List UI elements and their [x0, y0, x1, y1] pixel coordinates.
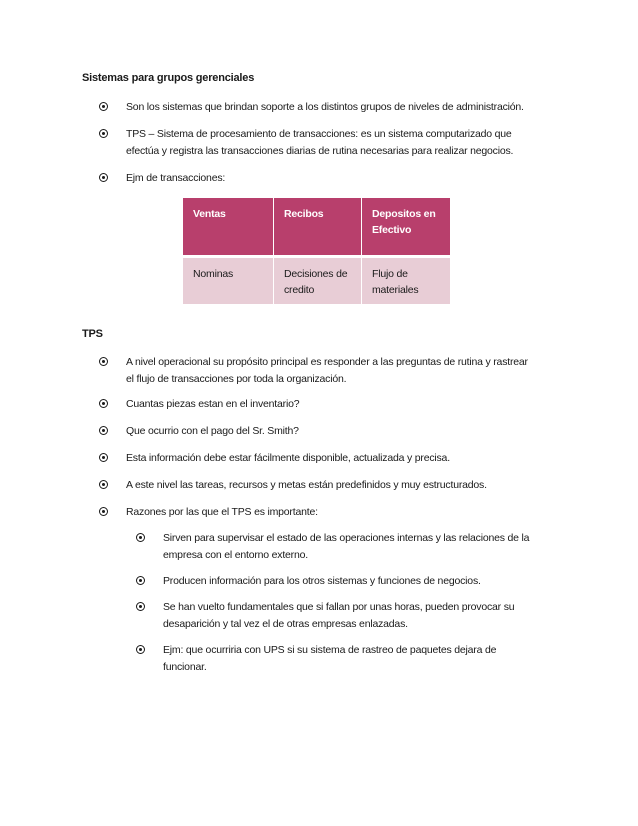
bullet-text: Producen información para los otros sistemas y funciones de negocios. [163, 575, 481, 587]
bullet-icon [99, 399, 108, 408]
table-cell [183, 257, 274, 305]
bullet-text-cont: funcionar. [163, 661, 207, 673]
cell-text: credito [284, 284, 315, 296]
bullet-text-cont: efectúa y registra las transacciones diarias de rutina necesarias para realizar negocios. [126, 145, 514, 157]
bullet-item [126, 126, 513, 160]
header-text: Depositos en [372, 208, 436, 220]
table-cell [362, 257, 451, 305]
bullet-icon [136, 533, 145, 542]
bullet-text: Sirven para supervisar el estado de las operaciones internas y las relaciones de la [163, 532, 530, 544]
section-heading-tps: TPS [82, 328, 103, 340]
cell-text: Flujo de [372, 268, 408, 280]
bullet-item [126, 450, 450, 467]
bullet-text: Ejm de transacciones: [126, 172, 226, 184]
header-cell [362, 198, 451, 257]
bullet-text: Se han vuelto fundamentales que si fallan por unas horas, pueden provocar su [163, 601, 515, 613]
bullet-text: Ejm: que ocurriria con UPS si su sistema de rastreo de paquetes dejara de [163, 644, 497, 656]
bullet-text-cont: desaparición y tal vez el de otras empresas enlazadas. [163, 618, 408, 630]
bullet-text-cont: empresa con el entorno externo. [163, 549, 308, 561]
bullet-icon [99, 357, 108, 366]
cell-text: Nominas [193, 268, 234, 280]
bullet-item [126, 396, 299, 413]
bullet-icon [99, 129, 108, 138]
header-cell [183, 198, 274, 257]
bullet-item [126, 477, 487, 494]
bullet-icon [99, 480, 108, 489]
bullet-icon [136, 576, 145, 585]
header-text: Recibos [284, 208, 324, 220]
bullet-item [126, 170, 225, 187]
sub-bullet-item [163, 573, 481, 590]
bullet-icon [136, 602, 145, 611]
bullet-text: Cuantas piezas estan en el inventario? [126, 398, 300, 410]
bullet-icon [99, 507, 108, 516]
sub-bullet-item [163, 530, 529, 564]
table-row [183, 257, 451, 305]
bullet-text: Razones por las que el TPS es importante: [126, 506, 318, 518]
header-text: Efectivo [372, 224, 412, 236]
bullet-text-cont: el flujo de transacciones por toda la organización. [126, 373, 347, 385]
bullet-text: A este nivel las tareas, recursos y metas están predefinidos y muy estructurados. [126, 479, 487, 491]
bullet-text: TPS – Sistema de procesamiento de transacciones: es un sistema computarizado que [126, 128, 512, 140]
sub-bullet-item [163, 642, 496, 676]
bullet-text: A nivel operacional su propósito principal es responder a las preguntas de rutina y rastrear [126, 356, 528, 368]
header-text: Ventas [193, 208, 226, 220]
bullet-text: Esta información debe estar fácilmente disponible, actualizada y precisa. [126, 452, 450, 464]
bullet-item [126, 423, 299, 440]
bullet-text: Que ocurrio con el pago del Sr. Smith? [126, 425, 299, 437]
section-heading-grupos: Sistemas para grupos gerenciales [82, 72, 255, 84]
bullet-icon [136, 645, 145, 654]
cell-text: Decisiones de [284, 268, 348, 280]
cell-text: materiales [372, 284, 419, 296]
header-cell [274, 198, 362, 257]
bullet-text: Son los sistemas que brindan soporte a los distintos grupos de niveles de administración. [126, 101, 524, 113]
bullet-icon [99, 453, 108, 462]
bullet-icon [99, 426, 108, 435]
bullet-icon [99, 173, 108, 182]
transactions-table [182, 197, 451, 305]
table-header-row [183, 198, 451, 257]
bullet-item [126, 504, 318, 521]
bullet-item [126, 354, 528, 388]
bullet-icon [99, 102, 108, 111]
sub-bullet-item [163, 599, 514, 633]
bullet-item [126, 99, 524, 116]
table-cell [274, 257, 362, 305]
